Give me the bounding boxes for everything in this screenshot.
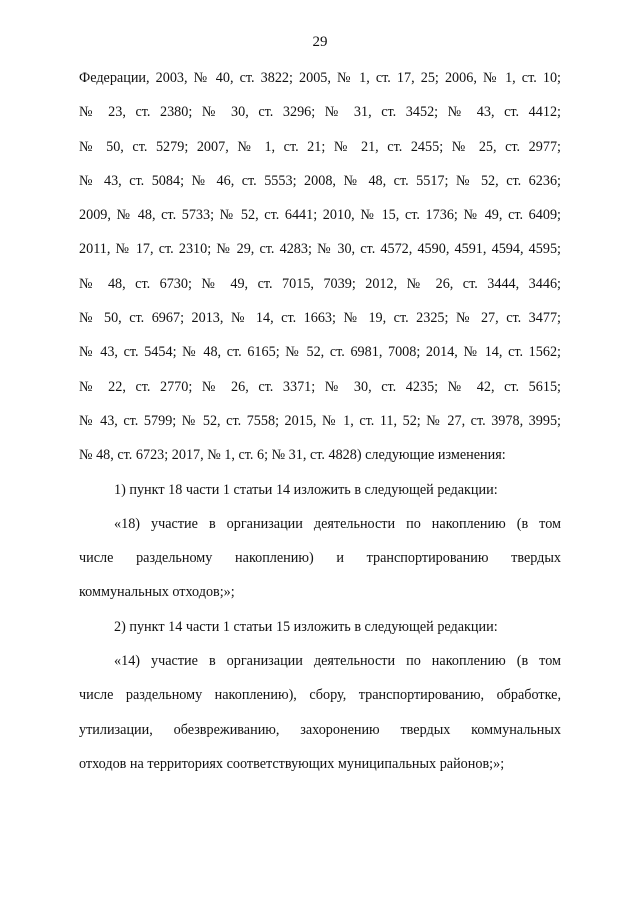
text-line: Федерации, 2003, № 40, ст. 3822; 2005, № 1, ст. 17, 25; 2006, № 1, ст. 10; <box>79 70 561 86</box>
text-line: № 50, ст. 6967; 2013, № 14, ст. 1663; № 19, ст. 2325; № 27, ст. 3477; <box>79 310 561 327</box>
text-line: 2009, № 48, ст. 5733; № 52, ст. 6441; 2010, № 15, ст. 1736; № 49, ст. 6409; <box>79 207 561 224</box>
paragraph-item-1-text <box>79 514 561 617</box>
text-line: № 48, ст. 6730; № 49, ст. 7015, 7039; 2012, № 26, ст. 3444, 3446; <box>79 275 561 292</box>
text-line: № 22, ст. 2770; № 26, ст. 3371; № 30, ст. 4235; № 42, ст. 5615; <box>79 378 561 395</box>
text-line: № 43, ст. 5454; № 48, ст. 6165; № 52, ст. 6981, 7008; 2014, № 14, ст. 1562; <box>79 344 561 361</box>
text-line: числе раздельному накоплению) и транспортированию твердых <box>79 550 561 567</box>
text-line: № 50, ст. 5279; 2007, № 1, ст. 21; № 21, ст. 2455; № 25, ст. 2977; <box>79 138 561 155</box>
text-line: отходов на территориях соответствующих муниципальных районов;»; <box>79 755 505 772</box>
text-line: № 23, ст. 2380; № 30, ст. 3296; № 31, ст. 3452; № 43, ст. 4412; <box>79 104 561 121</box>
text-line: 1) пункт 18 части 1 статьи 14 изложить в следующей редакции: <box>114 481 498 498</box>
text-line: «14) участие в организации деятельности по накоплению (в том <box>114 653 561 670</box>
paragraph-citations <box>79 68 561 480</box>
document-body <box>79 68 561 788</box>
paragraph-item-2 <box>79 617 561 651</box>
text-line: коммунальных отходов;»; <box>79 584 235 601</box>
text-line: 2011, № 17, ст. 2310; № 29, ст. 4283; № 30, ст. 4572, 4590, 4591, 4594, 4595; <box>79 241 561 258</box>
text-line: 2) пункт 14 части 1 статьи 15 изложить в следующей редакции: <box>114 618 498 635</box>
paragraph-item-2-text <box>79 651 561 788</box>
page-number: 29 <box>312 34 328 50</box>
text-line: числе раздельному накоплению), сбору, транспортированию, обработке, <box>79 687 561 704</box>
text-line: «18) участие в организации деятельности по накоплению (в том <box>114 515 561 532</box>
text-line: № 48, ст. 6723; 2017, № 1, ст. 6; № 31, ст. 4828) следующие изменения: <box>79 447 506 464</box>
text-line: № 43, ст. 5799; № 52, ст. 7558; 2015, № 1, ст. 11, 52; № 27, ст. 3978, 3995; <box>79 412 561 429</box>
paragraph-item-1 <box>79 480 561 514</box>
text-line: утилизации, обезвреживанию, захоронению твердых коммунальных <box>79 721 561 738</box>
text-line: № 43, ст. 5084; № 46, ст. 5553; 2008, № 48, ст. 5517; № 52, ст. 6236; <box>79 172 561 189</box>
